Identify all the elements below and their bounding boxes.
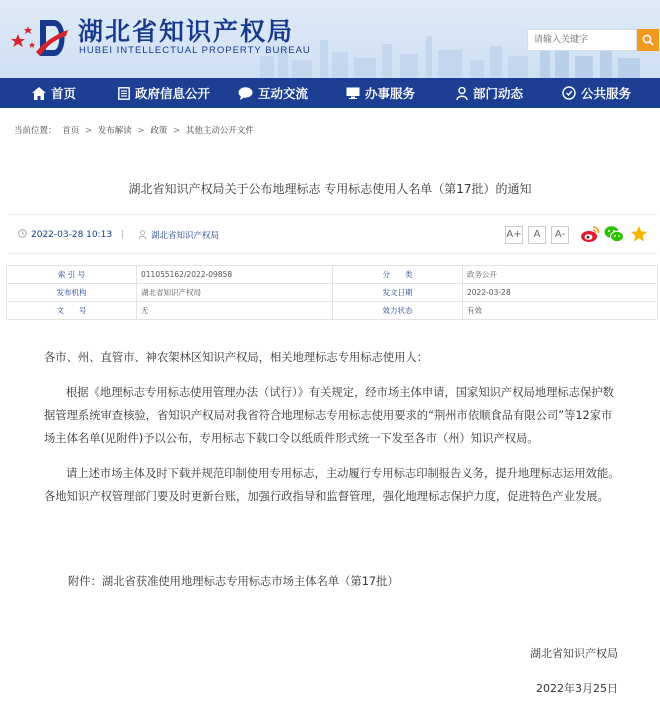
user-icon bbox=[138, 230, 147, 239]
site-logo-subtitle: HUBEI INTELLECTUAL PROPERTY BUREAU bbox=[79, 45, 311, 56]
breadcrumb-prefix: 当前位置： bbox=[14, 126, 57, 136]
table-row bbox=[7, 266, 658, 284]
breadcrumb bbox=[14, 124, 257, 136]
publisher-name: 湖北省知识产权局 bbox=[151, 231, 220, 241]
service-icon bbox=[562, 86, 576, 100]
body-paragraph: 请上述市场主体及时下载并规范印制使用专用标志，主动履行专用标志印制报告义务，提升地理标志运用效能。各地知识产权管理部门要及时更新台账，加强行政指导和监督管理，强化地理标志保护力度，促进特色产业发展。 bbox=[44, 467, 620, 503]
site-header bbox=[0, 0, 660, 78]
nav-label: 办事服务 bbox=[365, 86, 416, 101]
search-button[interactable] bbox=[637, 29, 659, 51]
signature: 湖北省知识产权局 bbox=[530, 647, 618, 660]
monitor-icon bbox=[346, 87, 360, 99]
publisher bbox=[138, 229, 219, 241]
nav-item-services[interactable] bbox=[346, 84, 456, 102]
meta-value: 011055162/2022-09858 bbox=[137, 266, 333, 284]
nav-item-gov-info[interactable] bbox=[118, 84, 238, 102]
salutation: 各市、州、直管市、神农架林区知识产权局，相关地理标志专用标志使用人： bbox=[44, 351, 429, 364]
document-meta-table bbox=[6, 265, 658, 320]
search-icon bbox=[642, 34, 654, 46]
nav-label: 公共服务 bbox=[581, 86, 632, 101]
publish-datetime-text: 2022-03-28 10:13 bbox=[31, 230, 113, 240]
nav-item-dept-news[interactable] bbox=[456, 84, 562, 102]
bureau-logo-icon bbox=[10, 12, 72, 60]
meta-value: 2022-03-28 bbox=[463, 284, 658, 302]
font-decrease-button[interactable]: A- bbox=[551, 226, 569, 244]
signature-date: 2022年3月25日 bbox=[536, 682, 618, 695]
breadcrumb-separator: > bbox=[84, 126, 93, 136]
site-logo-title[interactable]: 湖北省知识产权局 bbox=[78, 17, 295, 46]
meta-value: 有效 bbox=[463, 302, 658, 320]
table-row bbox=[7, 284, 658, 302]
article-info-bar bbox=[8, 214, 658, 254]
breadcrumb-separator: > bbox=[137, 126, 145, 136]
meta-key: 效力状态 bbox=[333, 302, 463, 320]
nav-label: 部门动态 bbox=[473, 86, 524, 101]
meta-key: 分 类 bbox=[333, 266, 463, 284]
article-body bbox=[44, 346, 622, 520]
table-row bbox=[7, 302, 658, 320]
meta-key: 索 引 号 bbox=[7, 266, 137, 284]
weibo-share-icon[interactable] bbox=[580, 225, 600, 243]
meta-value: 政务公开 bbox=[463, 266, 658, 284]
font-increase-button[interactable]: A+ bbox=[505, 226, 523, 244]
meta-value: 湖北省知识产权局 bbox=[137, 284, 333, 302]
nav-label: 政府信息公开 bbox=[135, 86, 211, 101]
clock-icon bbox=[18, 229, 27, 238]
wechat-share-icon[interactable] bbox=[604, 225, 624, 243]
article-title: 湖北省知识产权局关于公布地理标志 专用标志使用人名单（第17批）的通知 bbox=[128, 182, 532, 196]
meta-key: 文 号 bbox=[7, 302, 137, 320]
nav-item-public-services[interactable] bbox=[562, 84, 652, 102]
nav-label: 首页 bbox=[51, 86, 77, 101]
attachment-link[interactable]: 附件：湖北省获准使用地理标志专用标志市场主体名单（第17批） bbox=[68, 575, 399, 588]
font-default-button[interactable]: A bbox=[528, 226, 546, 244]
breadcrumb-item-policy[interactable]: 政策 bbox=[150, 126, 168, 136]
publish-datetime: 2022-03-28 10:13 | bbox=[18, 229, 124, 240]
person-icon bbox=[456, 87, 468, 100]
body-paragraph: 根据《地理标志专用标志使用管理办法（试行）》有关规定，经市场主体申请，国家知识产权局地理标志保护数据管理系统审查核验，省知识产权局对我省符合地理标志专用标志使用要求的“荆州市依顺食品有限公司”等12家市场主体名单(见附件)予以公布，专用标志下载口令以纸质件形式统一下发至各市（州）知识产权局。 bbox=[44, 386, 614, 445]
breadcrumb-item-other-files[interactable]: 其他主动公开文件 bbox=[185, 126, 254, 136]
breadcrumb-item-home[interactable]: 首页 bbox=[62, 126, 80, 136]
breadcrumb-item-release[interactable]: 发布解读 bbox=[97, 126, 132, 136]
meta-value: 无 bbox=[137, 302, 333, 320]
home-icon bbox=[32, 87, 46, 100]
meta-key: 发布机构 bbox=[7, 284, 137, 302]
document-icon bbox=[118, 87, 130, 100]
main-nav bbox=[0, 78, 660, 108]
search-input[interactable]: 请输入关键字 bbox=[527, 29, 637, 51]
nav-label: 互动交流 bbox=[258, 86, 309, 101]
nav-item-home[interactable] bbox=[32, 84, 118, 102]
chat-icon bbox=[238, 87, 253, 100]
favorite-star-icon[interactable] bbox=[630, 225, 648, 243]
breadcrumb-separator: > bbox=[173, 126, 181, 136]
meta-key: 发文日期 bbox=[333, 284, 463, 302]
nav-item-interaction[interactable] bbox=[238, 84, 346, 102]
